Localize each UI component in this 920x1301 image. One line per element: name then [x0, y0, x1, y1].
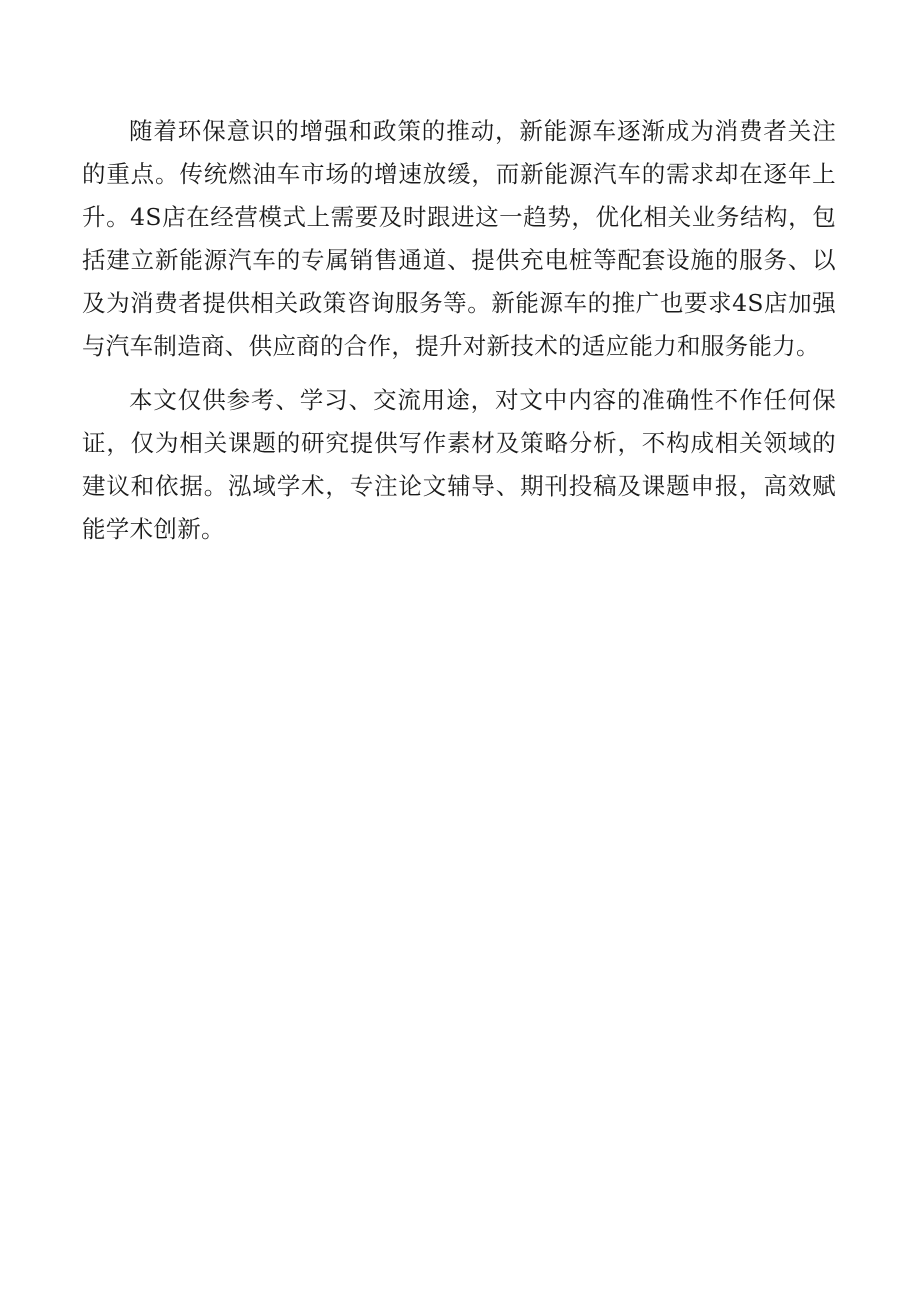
paragraph-disclaimer: 本文仅供参考、学习、交流用途，对文中内容的准确性不作任何保证，仅为相关课题的研究提供写作素材及策略分析，不构成相关领域的建议和依据。泓域学术，专注论文辅导、期刊投稿及课题申报，高效赋能学术创新。 [82, 386, 836, 543]
document-body [82, 110, 836, 551]
paragraph-new-energy-vehicles: 随着环保意识的增强和政策的推动，新能源车逐渐成为消费者关注的重点。传统燃油车市场的增速放缓，而新能源汽车的需求却在逐年上升。4S店在经营模式上需要及时跟进这一趋势，优化相关业务结构，包括建立新能源汽车的专属销售通道、提供充电桩等配套设施的服务、以及为消费者提供相关政策咨询服务等。新能源车的推广也要求4S店加强与汽车制造商、供应商的合作，提升对新技术的适应能力和服务能力。 [82, 117, 836, 360]
